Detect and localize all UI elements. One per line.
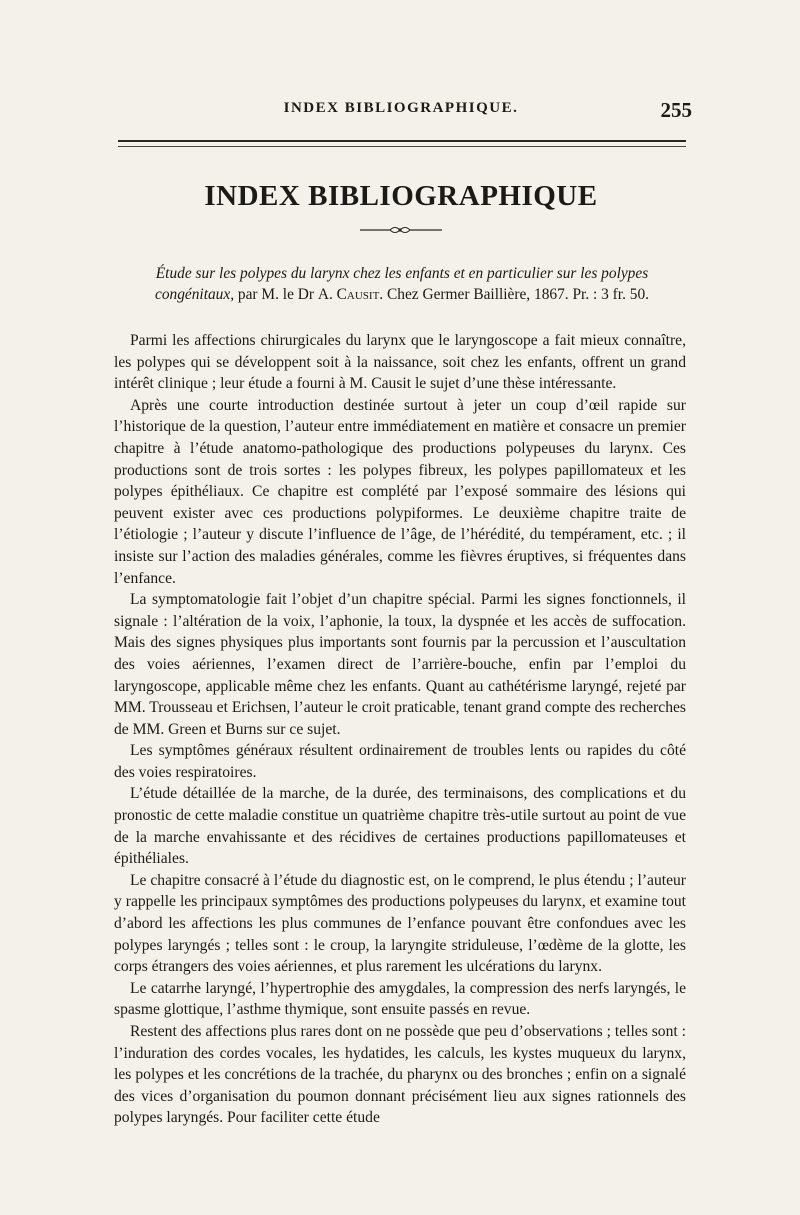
- citation-by: par M. le Dr: [234, 286, 318, 303]
- title-ornament-icon: [360, 224, 442, 236]
- citation-author: A. Causit.: [317, 286, 384, 303]
- paragraph: Les symptômes généraux résultent ordinairement de troubles lents ou rapides du côté des voies respiratoires.: [114, 742, 686, 781]
- review-body: [114, 330, 686, 1129]
- paragraph: Parmi les affections chirurgicales du larynx que le laryngoscope a fait mieux connaître, les polypes qui se développent soit à la naissance, soit chez les enfants, offrent un grand intérêt clinique ; leur étude a fourni à M. Causit le sujet d’une thèse intéressante.: [114, 332, 686, 393]
- paragraph: Le chapitre consacré à l’étude du diagnostic est, on le comprend, le plus étendu ; l’auteur y rappelle les principaux symptômes des productions polypeuses du larynx, et examine tout d’abord les affections les plus communes de l’enfance pouvant être confondues avec les polypes laryngés ; telles sont : le croup, la laryngite striduleuse, l’œdème de la glotte, les corps étrangers des voies aériennes, et plus rarement les ulcérations du larynx.: [114, 871, 686, 976]
- header-rule-thin: [118, 146, 686, 147]
- section-title: INDEX BIBLIOGRAPHIQUE: [204, 180, 598, 212]
- citation-title: Étude sur les polypes du larynx chez les enfants et en particulier sur les polypes congénitaux,: [154, 265, 649, 303]
- paragraph: Le catarrhe laryngé, l’hypertrophie des amygdales, la compression des nerfs laryngés, le spasme glottique, l’asthme thymique, sont ensuite passés en revue.: [114, 979, 686, 1019]
- running-head: [110, 100, 692, 126]
- paragraph: L’étude détaillée de la marche, de la durée, des terminaisons, des complications et du pronostic de cette maladie constitue un quatrième chapitre très-utile surtout au point de vue de la marche envahissante et des récidives de certaines productions papillomateuses et épithéliales.: [114, 785, 686, 868]
- citation-publisher: Chez Germer Baillière, 1867. Pr. : 3 fr. 50.: [383, 286, 650, 303]
- paragraph: Restent des affections plus rares dont on ne possède que peu d’observations ; telles sont : l’induration des cordes vocales, les hydatides, les calculs, les kystes muqueux du larynx, les polypes et les concrétions de la trachée, du pharynx ou des bronches ; enfin on a signalé des vices d’organisation du poumon donnant précisément lieu aux signes rationnels des polypes laryngés. Pour faciliter cette étude: [114, 1023, 686, 1127]
- page-number: 255: [660, 98, 692, 122]
- running-title: INDEX BIBLIOGRAPHIQUE.: [283, 100, 519, 116]
- bibliographic-citation: [118, 263, 686, 305]
- paragraph: La symptomatologie fait l’objet d’un chapitre spécial. Parmi les signes fonctionnels, il signale : l’altération de la voix, l’aphonie, la toux, la dyspnée et les accès de suffocation. Mais des signes physiques plus importants sont fournis par la percussion et l’auscultation des voies aériennes, l’examen direct de l’arrière-bouche, enfin par l’emploi du laryngoscope, applicable même chez les enfants. Quant au cathétérisme laryngé, rejeté par MM. Trousseau et Erichsen, l’auteur le croit praticable, tenant grand compte des recherches de MM. Green et Burns sur ce sujet.: [114, 591, 687, 738]
- paragraph: Après une courte introduction destinée surtout à jeter un coup d’œil rapide sur l’historique de la question, l’auteur entre immédiatement en matière et consacre un premier chapitre à l’étude anatomo-pathologique des productions polypeuses du larynx. Ces productions sont de trois sortes : les polypes fibreux, les polypes papillomateux et les polypes épithéliaux. Ce chapitre est complété par l’exposé sommaire des lésions qui peuvent exister avec ces productions polypiformes. Le deuxième chapitre traite de l’étiologie ; l’auteur y discute l’influence de l’âge, de l’hérédité, du tempérament, etc. ; il insiste sur l’action des maladies générales, comme les fièvres éruptives, si fréquentes dans l’enfance.: [114, 396, 686, 587]
- header-rule-thick: [118, 140, 686, 142]
